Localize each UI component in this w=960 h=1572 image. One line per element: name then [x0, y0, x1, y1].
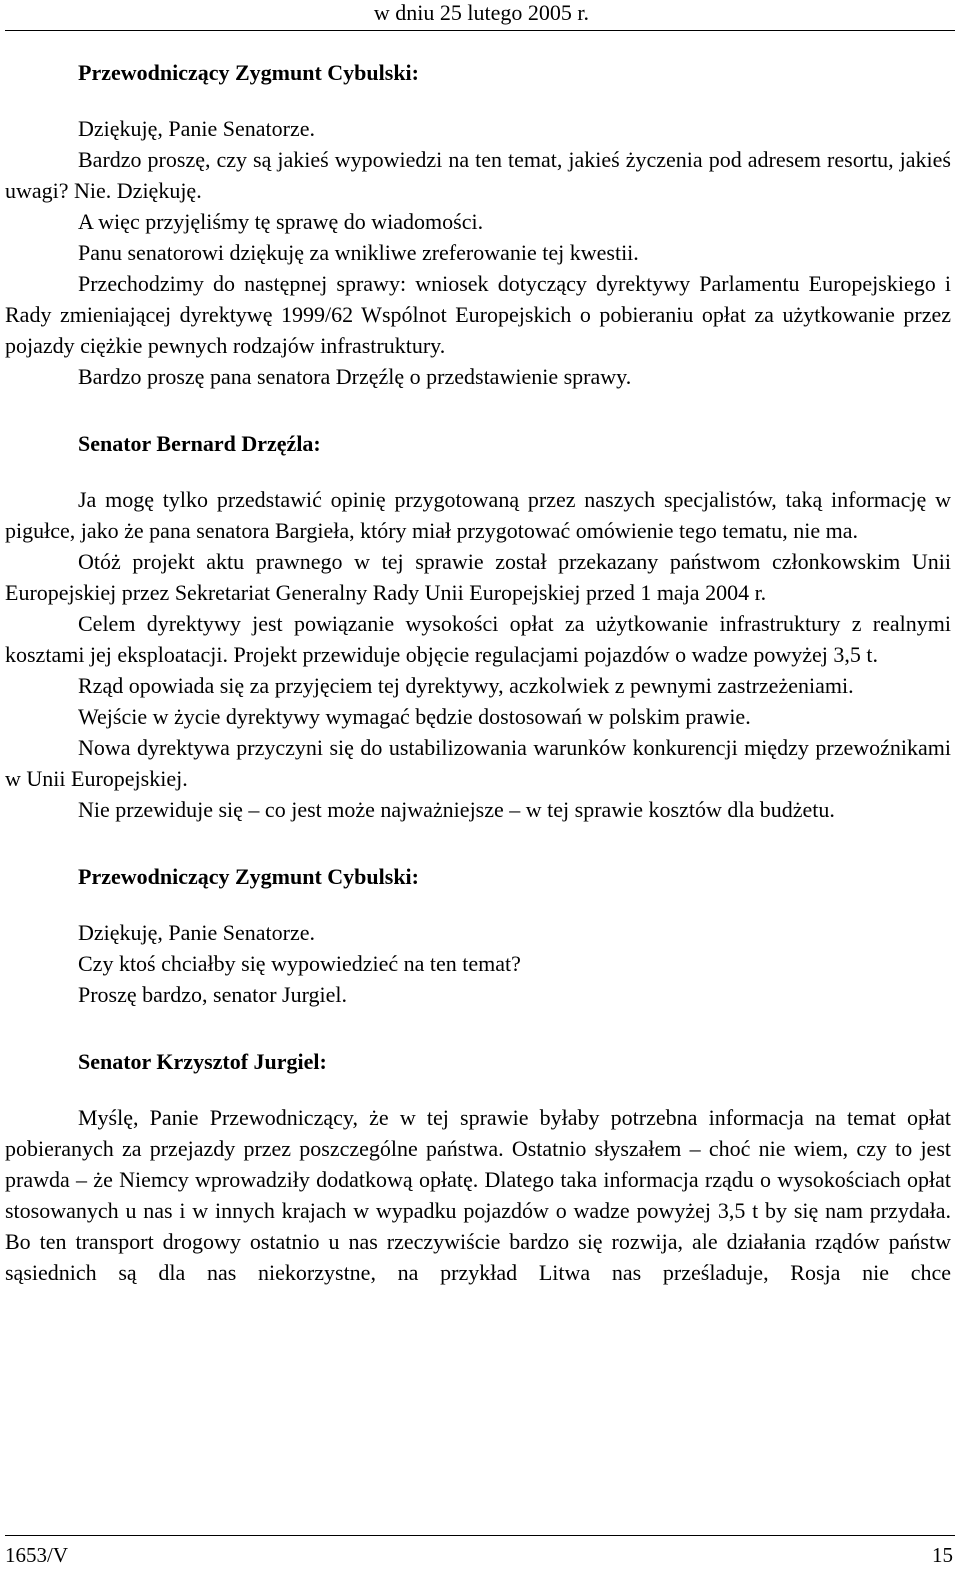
- speaker-name: Senator Bernard Drzęźla:: [78, 431, 321, 456]
- speech-section: [5, 428, 951, 825]
- paragraph: Myślę, Panie Przewodniczący, że w tej sprawie byłaby potrzebna informacja na temat opłat pobieranych za przejazdy przez poszczególne państwa. Ostatnio słyszałem – choć nie wiem, czy to jest prawda – że Niemcy wprowadziły dodatkową opłatę. Dlatego taka informacja rządu o wysokościach opłat stosowanych u nas i w innych krajach w wypadku pojazdów o wadze powyżej 3,5 t by się nam przydała. Bo ten transport drogowy ostatnio u nas rzeczywiście bardzo się rozwija, ale działania rządów państw sąsiednich są dla nas niekorzystne, na przykład Litwa nas prześladuje, Rosja nie chce: [5, 1105, 951, 1285]
- document-number: 1653/V: [5, 1543, 68, 1567]
- speaker-name: Przewodniczący Zygmunt Cybulski:: [78, 864, 419, 889]
- transcript-body: [5, 57, 951, 1288]
- paragraph: Bardzo proszę pana senatora Drzęźlę o przedstawienie sprawy.: [78, 364, 632, 389]
- paragraph: Czy ktoś chciałby się wypowiedzieć na ten temat?: [78, 951, 521, 976]
- paragraph: Ja mogę tylko przedstawić opinię przygotowaną przez naszych specjalistów, taką informację w pigułce, jako że pana senatora Bargieła, który miał przygotować omówienie tego tematu, nie ma.: [5, 487, 951, 543]
- footer-divider: [5, 1535, 955, 1536]
- paragraph: Rząd opowiada się za przyjęciem tej dyrektywy, aczkolwiek z pewnymi zastrzeżeniami.: [78, 673, 854, 698]
- speaker-name: Senator Krzysztof Jurgiel:: [78, 1049, 327, 1074]
- speech-section: [5, 1046, 951, 1288]
- paragraph: Nie przewiduje się – co jest może najważniejsze – w tej sprawie kosztów dla budżetu.: [78, 797, 835, 822]
- speech-section: [5, 861, 951, 1010]
- header-date: w dniu 25 lutego 2005 r.: [373, 0, 589, 25]
- paragraph: Przechodzimy do następnej sprawy: wniosek dotyczący dyrektywy Parlamentu Europejskiego i Rady zmieniającej dyrektywę 1999/62 Wspólnot Europejskich o pobieraniu opłat za użytkowanie przez pojazdy ciężkie pewnych rodzajów infrastruktury.: [5, 271, 951, 358]
- header-divider: [5, 30, 955, 31]
- paragraph: Celem dyrektywy jest powiązanie wysokości opłat za użytkowanie infrastruktury z realnymi kosztami jej eksploatacji. Projekt przewiduje objęcie regulacjami pojazdów o wadze powyżej 3,5 t.: [5, 611, 951, 667]
- page-number: 15: [932, 1543, 953, 1567]
- paragraph: Wejście w życie dyrektywy wymagać będzie dostosowań w polskim prawie.: [78, 704, 751, 729]
- speaker-name: Przewodniczący Zygmunt Cybulski:: [78, 60, 419, 85]
- paragraph: A więc przyjęliśmy tę sprawę do wiadomości.: [78, 209, 484, 234]
- speech-section: [5, 57, 951, 392]
- paragraph: Dziękuję, Panie Senatorze.: [78, 116, 316, 141]
- paragraph: Nowa dyrektywa przyczyni się do ustabilizowania warunków konkurencji między przewoźnikami w Unii Europejskiej.: [5, 735, 951, 791]
- paragraph: Proszę bardzo, senator Jurgiel.: [78, 982, 348, 1007]
- paragraph: Bardzo proszę, czy są jakieś wypowiedzi na ten temat, jakieś życzenia pod adresem resortu, jakieś uwagi? Nie. Dziękuję.: [5, 147, 951, 203]
- paragraph: Otóż projekt aktu prawnego w tej sprawie został przekazany państwom członkowskim Unii Europejskiej przez Sekretariat Generalny Rady Unii Europejskiej przed 1 maja 2004 r.: [5, 549, 951, 605]
- paragraph: Dziękuję, Panie Senatorze.: [78, 920, 316, 945]
- paragraph: Panu senatorowi dziękuję za wnikliwe zreferowanie tej kwestii.: [78, 240, 639, 265]
